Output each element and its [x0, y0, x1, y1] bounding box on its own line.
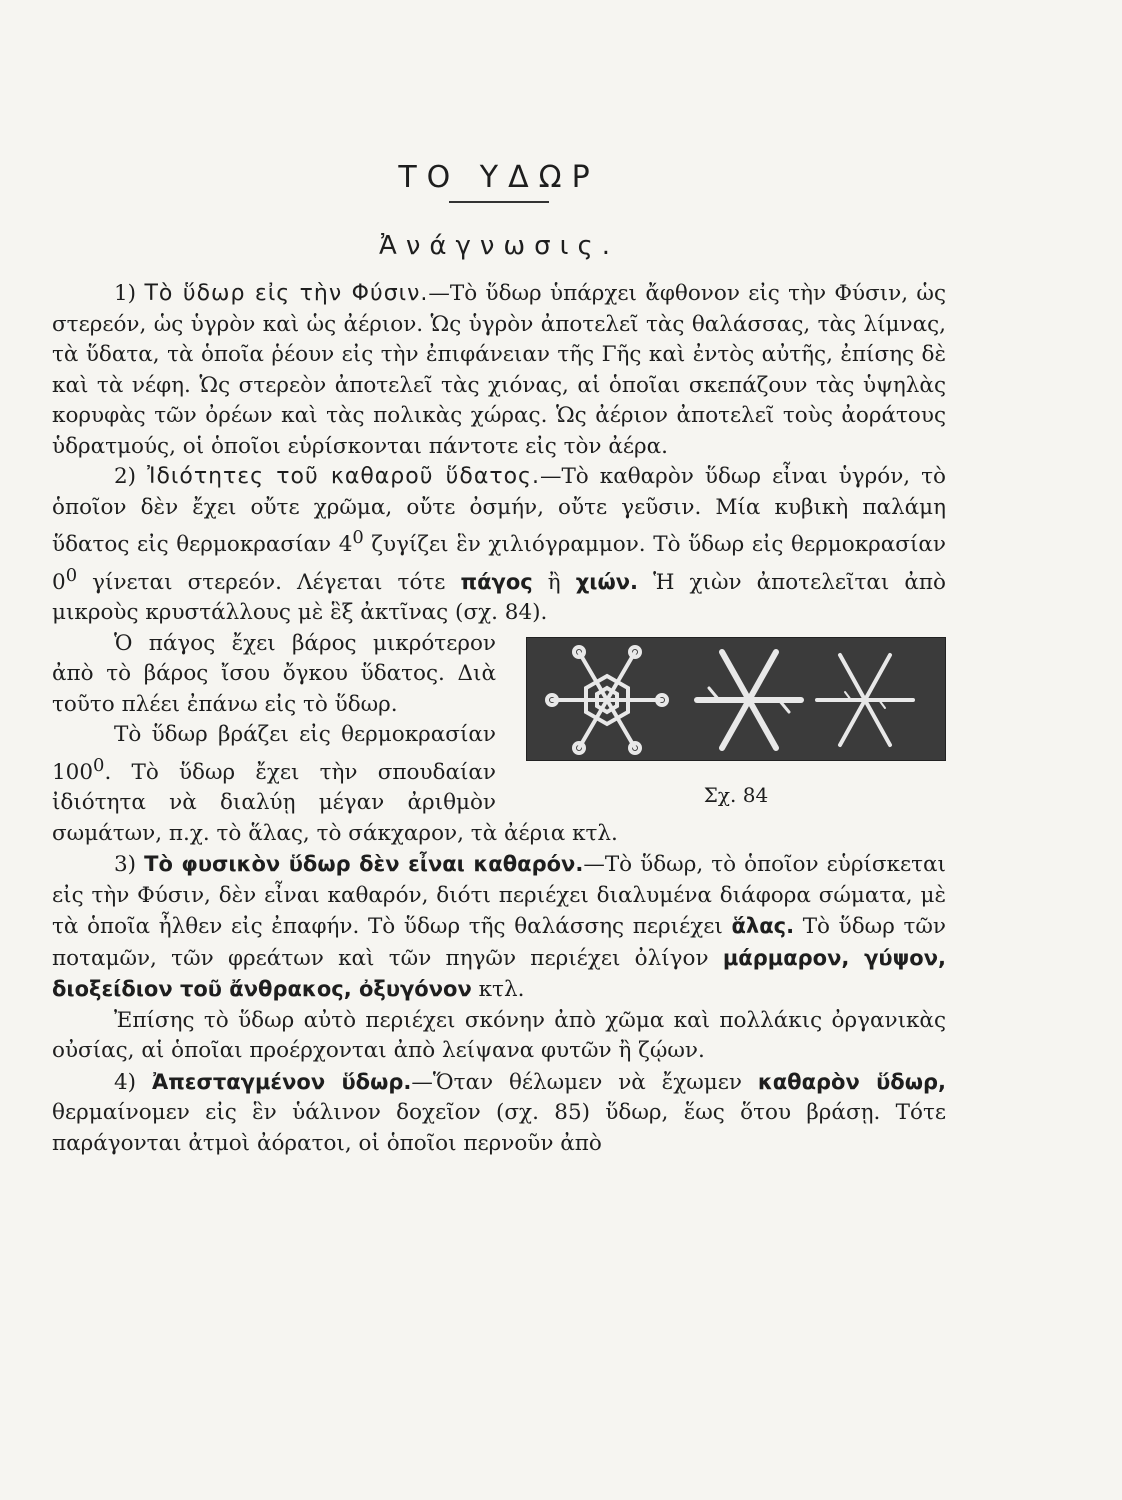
term-minerals: μάρμαρον, γύψον, διοξείδιον τοῦ ἄνθρακος, ὀξυγόνον: [52, 945, 946, 1002]
section-number-3: 3): [114, 852, 137, 878]
paragraph-3-text-c: κτλ.: [471, 977, 525, 1003]
term-kathron-ydor: καθαρὸν ὕδωρ,: [757, 1069, 946, 1094]
paragraph-2-text-c: γίνεται στερεόν. Λέγεται τότε: [77, 569, 461, 595]
paragraph-4-text-b: θερμαίνομεν εἰς ἓν ὑάλινον δοχεῖον (σχ. 85) ὕδωρ, ἕως ὅτου βράσῃ. Τότε παράγονται ἀτμοὶ ἀόρατοι, οἱ ὁποῖοι περνοῦν ἀπὸ: [52, 1100, 946, 1156]
paragraph-4-text-a: —Ὅταν θέλωμεν νὰ ἔχωμεν: [411, 1069, 758, 1095]
section-heading-3: Τὸ φυσικὸν ὕδωρ δὲν εἶναι καθαρόν.: [144, 852, 584, 877]
paragraph-2: [52, 462, 946, 629]
paragraph-2c-text-b: . Τὸ ὕδωρ ἔχει τὴν σπουδαίαν ἰδιότητα νὰ διαλύῃ μέγαν ἀριθμὸν σωμάτων, π.χ. τὸ ἅλας, τὸ σάκχαρον, τὰ ἀέρια κτλ.: [52, 759, 618, 846]
figure-caption: Σχ. 84: [703, 782, 769, 807]
section-number-4: 4): [114, 1069, 137, 1095]
paragraph-1-text: —Τὸ ὕδωρ ὑπάρχει ἄφθονον εἰς τὴν Φύσιν, ὡς στερεόν, ὡς ὑγρὸν καὶ ὡς ἀέριον. Ὡς ὑγρὸν ἀποτελεῖ τὰς θαλάσσας, τὰς λίμνας, τὰ ὕδατα, τὰ ὁποῖα ῥέουν εἰς τὴν ἐπιφάνειαν τῆς Γῆς καὶ ἐντὸς αὐτῆς, ἐπίσης δὲ καὶ τὰ νέφη. Ὡς στερεὸν ἀποτελεῖ τὰς χιόνας, αἱ ὁποῖαι σκεπάζουν τὰς ὑψηλὰς κορυφὰς τῶν ὀρέων καὶ τὰς πολικὰς χώρας. Ὡς ἀέριον ἀποτελεῖ τοὺς ἀοράτους ὑδρατμούς, οἱ ὁποῖοι εὑρίσκονται πάντοτε εἰς τὸν ἀέρα.: [52, 281, 947, 459]
degree-mark: 0: [65, 564, 78, 586]
term-pagos: πάγος: [460, 569, 533, 594]
paragraph-1: [52, 279, 946, 462]
section-number-2: 2): [114, 464, 137, 489]
snowflake-crystals-image: [526, 637, 946, 761]
page-title: ΤΟ ΥΔΩΡ: [398, 160, 600, 195]
degree-mark: 0: [93, 754, 105, 776]
paragraph-2b: Ὁ πάγος ἔχει βάρος μικρότερον ἀπὸ τὸ βάρος ἴσου ὄγκου ὕδατος. Διὰ τοῦτο πλέει ἐπάνω εἰς τὸ ὕδωρ.: [52, 630, 496, 717]
snowflake-icon: [527, 638, 945, 760]
paragraph-3: [52, 849, 946, 1006]
paragraph-2c-text-a: Τὸ ὕδωρ βράζει εἰς θερμοκρασίαν 100: [52, 722, 496, 785]
page-content: [52, 160, 946, 1159]
figure-84: [526, 637, 946, 807]
term-halas: ἅλας.: [731, 914, 795, 939]
paragraph-3b: Ἐπίσης τὸ ὕδωρ αὐτὸ περιέχει σκόνην ἀπὸ χῶμα καὶ πολλάκις ὀργανικὰς οὐσίας, αἱ ὁποῖαι προέρχονται ἀπὸ λείψανα φυτῶν ἢ ζῴων.: [52, 1007, 946, 1064]
section-heading-2: Ἰδιότητες τοῦ καθαροῦ ὕδατος.: [147, 464, 540, 489]
degree-mark: 0: [352, 527, 364, 548]
paragraph-3-text-a: —Τὸ ὕδωρ, τὸ ὁποῖον εὑρίσκεται εἰς τὴν Φύσιν, δὲν εἶναι καθαρόν, διότι περιέχει διαλυμένα διάφορα σώματα, μὲ τὰ ὁποῖα ἦλθεν εἰς ἐπαφήν. Τὸ ὕδωρ τῆς θαλάσσης περιέχει: [52, 852, 946, 940]
section-number-1: 1): [114, 281, 137, 306]
paragraph-4: [52, 1067, 946, 1160]
paragraph-2-text-a: —Τὸ καθαρὸν ὕδωρ εἶναι ὑγρόν, τὸ ὁποῖον δὲν ἔχει οὔτε χρῶμα, οὔτε ὀσμήν, οὔτε γεῦσιν. Μία κυβικὴ παλάμη ὕδατος εἰς θερμοκρασίαν 4: [52, 464, 946, 558]
paragraph-2-or: ἢ: [532, 569, 576, 595]
section-heading-1: Τὸ ὕδωρ εἰς τὴν Φύσιν.: [144, 281, 429, 306]
section-subtitle: Ἀνάγνωσις.: [379, 231, 619, 261]
title-divider: [449, 201, 549, 203]
paragraph-3-text-b: Τὸ ὕδωρ τῶν ποταμῶν, τῶν φρεάτων καὶ τῶν πηγῶν περιέχει ὀλίγον: [52, 914, 946, 971]
section-heading-4: Ἀπεσταγμένον ὕδωρ.: [151, 1069, 412, 1094]
term-chion: χιών.: [575, 569, 639, 594]
paragraph-2-text-b: ζυγίζει ἓν χιλιόγραμμον. Τὸ ὕδωρ εἰς θερμοκρασίαν 0: [52, 532, 946, 595]
paragraph-2-text-d: Ἡ χιὼν ἀποτελεῖται ἀπὸ μικροὺς κρυστάλλους μὲ ἓξ ἀκτῖνας (σχ. 84).: [52, 569, 946, 626]
